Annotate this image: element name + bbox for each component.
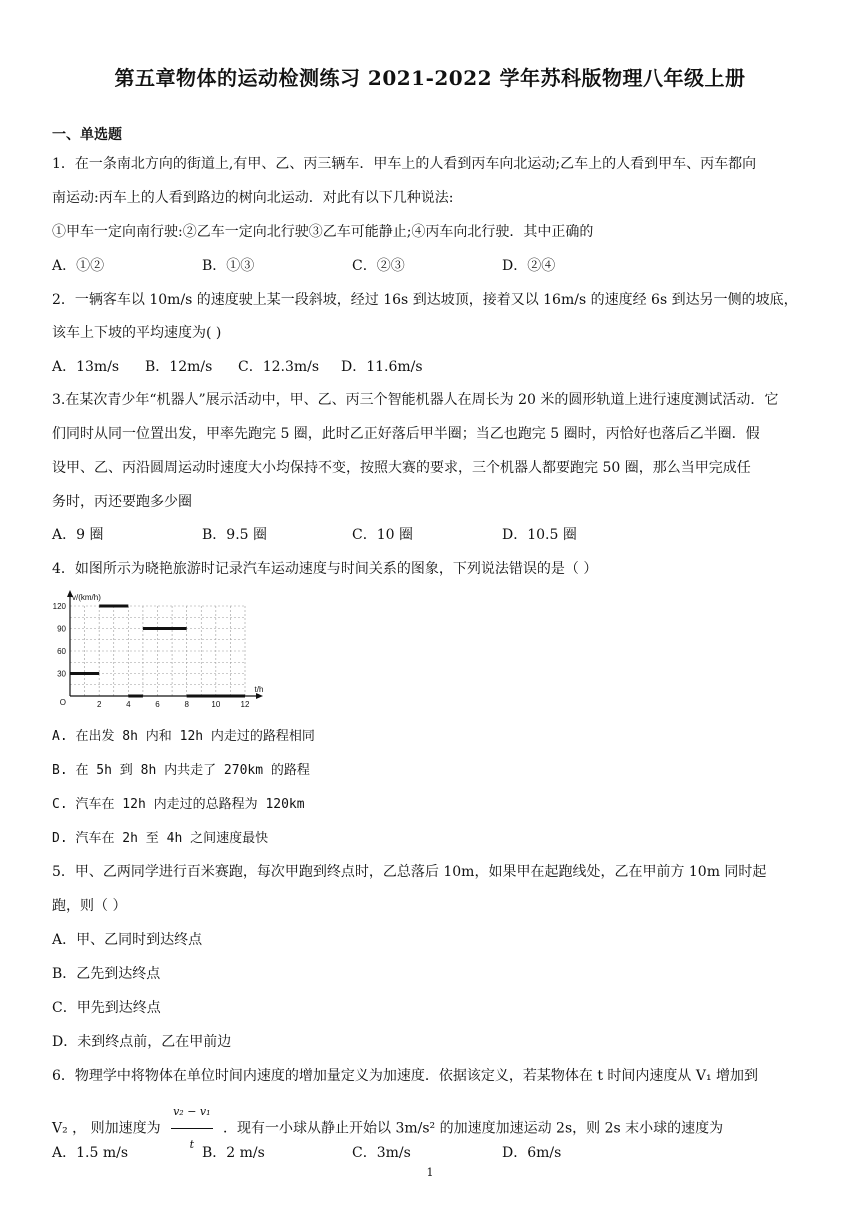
y-axis-label: v/(km/h) bbox=[72, 593, 101, 602]
y-tick-label: 60 bbox=[57, 647, 66, 656]
q1-option-a: A．①② bbox=[52, 258, 105, 274]
q1-option-b: B．①③ bbox=[202, 258, 255, 274]
q5-option-d: D．未到终点前，乙在甲前边 bbox=[52, 1034, 232, 1050]
y-tick-label: 120 bbox=[52, 602, 66, 611]
q2-option-c: C．12.3m/s bbox=[238, 359, 320, 375]
x-tick-label: 6 bbox=[155, 700, 160, 709]
q2-line-2: 该车上下坡的平均速度为( ) bbox=[52, 325, 222, 341]
x-tick-label: 4 bbox=[126, 700, 131, 709]
q3-line-1: 3.在某次青少年“机器人”展示活动中，甲、乙、丙三个智能机器人在周长为 20 米的圆形轨道上进行速度测试活动．它 bbox=[52, 392, 779, 408]
q3-option-b: B．9.5 圈 bbox=[202, 527, 268, 543]
q1-line-2: 南运动:丙车上的人看到路边的树向北运动．对此有以下几种说法: bbox=[52, 190, 454, 206]
q2-options bbox=[52, 356, 822, 376]
x-tick-label: 2 bbox=[96, 700, 102, 709]
q6-options bbox=[52, 1142, 822, 1162]
q4-option-c: C. 汽车在 12h 内走过的总路程为 120km bbox=[52, 797, 305, 812]
chart-axes bbox=[67, 590, 263, 699]
q3-line-4: 务时，丙还要跑多少圈 bbox=[52, 494, 192, 510]
y-tick-label: 30 bbox=[57, 669, 66, 679]
x-axis-label: t/h bbox=[254, 685, 264, 694]
q4-option-d: D. 汽车在 2h 至 4h 之间速度最快 bbox=[52, 831, 269, 846]
origin-label: O bbox=[59, 698, 66, 707]
q5-line-2: 跑，则（ ） bbox=[52, 898, 127, 914]
q6-option-b: B．2 m/s bbox=[202, 1145, 265, 1161]
q1-options bbox=[52, 255, 822, 275]
q6-line-2-end: ．现有一小球从静止开始以 3m/s² 的加速度加速运动 2s，则 2s 末小球的速度为 bbox=[223, 1120, 724, 1137]
q3-line-2: 们同时从同一位置出发，甲率先跑完 5 圈，此时乙正好落后甲半圈；当乙也跑完 5 圈时，丙恰好也落后乙半圈．假 bbox=[52, 426, 760, 442]
q1-option-c: C．②③ bbox=[352, 258, 405, 274]
q3-options bbox=[52, 524, 822, 544]
q5-option-a: A．甲、乙同时到达终点 bbox=[52, 932, 203, 948]
q3-option-d: D．10.5 圈 bbox=[502, 527, 577, 543]
q2-option-d: D．11.6m/s bbox=[341, 359, 423, 375]
q6-option-a: A．1.5 m/s bbox=[52, 1145, 129, 1161]
fraction-denominator: t bbox=[189, 1138, 195, 1151]
q1-line-1: 1．在一条南北方向的街道上,有甲、乙、丙三辆车．甲车上的人看到丙车向北运动;乙车上的人看到甲车、丙车都向 bbox=[52, 156, 757, 172]
q6-line-2-start: V₂ ， 则加速度为 bbox=[52, 1120, 161, 1137]
section-heading: 一、单选题 bbox=[52, 127, 122, 143]
q3-line-3: 设甲、乙、丙沿圆周运动时速度大小均保持不变，按照大赛的要求，三个机器人都要跑完 50 圈，那么当甲完成任 bbox=[52, 460, 751, 476]
q4-line-1: 4．如图所示为晓艳旅游时记录汽车运动速度与时间关系的图象，下列说法错误的是（ ） bbox=[52, 561, 598, 577]
q1-option-d: D．②④ bbox=[502, 258, 556, 274]
y-tick-label: 90 bbox=[57, 624, 66, 634]
x-tick-label: 8 bbox=[184, 700, 189, 709]
q2-line-1: 2．一辆客车以 10m/s 的速度驶上某一段斜坡，经过 16s 到达坡顶，接着又以 16m/s 的速度经 6s 到达另一侧的坡底， bbox=[52, 292, 798, 308]
q6-line-1: 6．物理学中将物体在单位时间内速度的增加量定义为加速度．依据该定义，若某物体在 t 时间内速度从 V₁ 增加到 bbox=[52, 1068, 759, 1084]
speed-time-chart bbox=[48, 588, 268, 718]
q4-option-a: A. 在出发 8h 内和 12h 内走过的路程相同 bbox=[52, 729, 315, 744]
q5-option-c: C．甲先到达终点 bbox=[52, 1000, 161, 1016]
q6-option-c: C．3m/s bbox=[352, 1145, 411, 1161]
q6-option-d: D．6m/s bbox=[502, 1145, 562, 1161]
page-number: 1 bbox=[426, 1166, 434, 1179]
q6-line-2 bbox=[52, 1096, 822, 1151]
q5-line-1: 5．甲、乙两同学进行百米赛跑，每次甲跑到终点时，乙总落后 10m，如果甲在起跑线处，乙在甲前方 10m 同时起 bbox=[52, 864, 767, 880]
q2-option-b: B．12m/s bbox=[145, 359, 213, 375]
chart-grid bbox=[70, 606, 245, 696]
fraction-numerator: v₂ − v₁ bbox=[171, 1096, 212, 1129]
q4-option-b: B. 在 5h 到 8h 内共走了 270km 的路程 bbox=[52, 763, 310, 778]
q5-option-b: B．乙先到达终点 bbox=[52, 966, 161, 982]
x-tick-label: 12 bbox=[240, 700, 250, 709]
q2-option-a: A．13m/s bbox=[52, 359, 120, 375]
page-title: 第五章物体的运动检测练习 2021-2022 学年苏科版物理八年级上册 bbox=[114, 66, 746, 90]
q1-line-3: ①甲车一定向南行驶:②乙车一定向北行驶③乙车可能静止;④丙车向北行驶．其中正确的 bbox=[52, 224, 594, 240]
x-tick-label: 10 bbox=[211, 700, 221, 709]
q3-option-a: A．9 圈 bbox=[52, 527, 104, 543]
q3-option-c: C．10 圈 bbox=[352, 527, 413, 543]
